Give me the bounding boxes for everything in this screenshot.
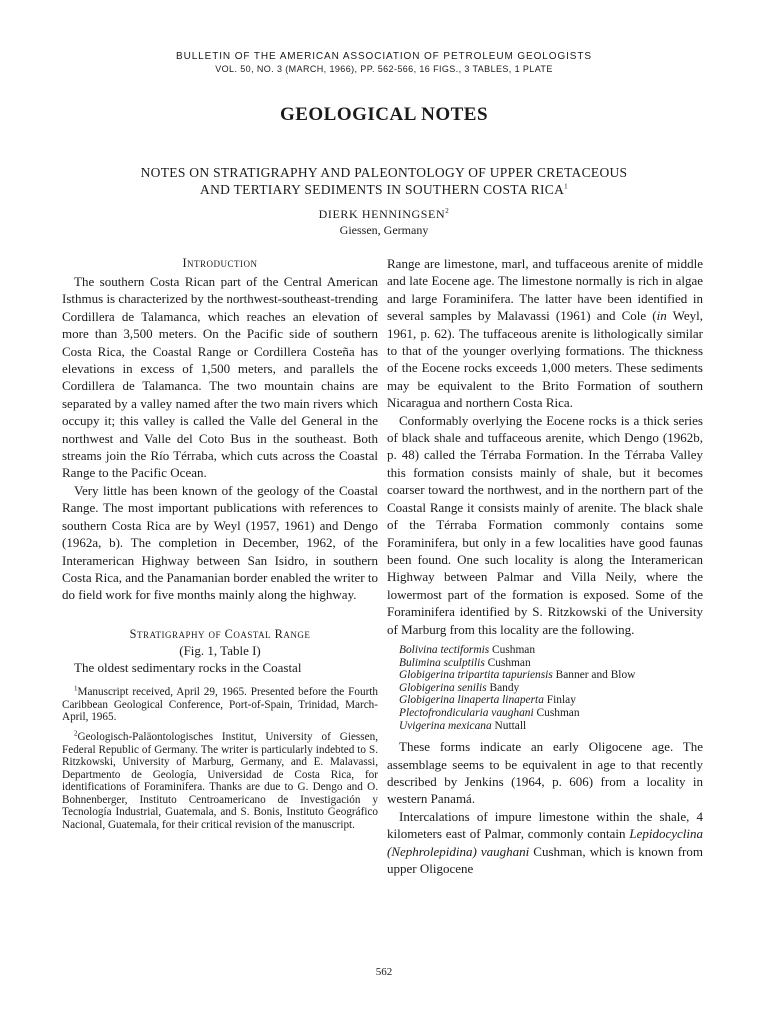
article-title-line-1: NOTES ON STRATIGRAPHY AND PALEONTOLOGY OF UPPER CRETACEOUS [140, 165, 628, 180]
introduction-heading: Introduction [182, 256, 258, 270]
title-footnote-mark: 1 [564, 182, 568, 191]
species-author: Cushman [536, 706, 580, 719]
species-author: Nuttall [494, 719, 527, 732]
journal-name: BULLETIN OF THE AMERICAN ASSOCIATION OF PETROLEUM GEOLOGISTS [176, 51, 592, 62]
species-item [399, 682, 703, 695]
footnote-2-mark: 2 [74, 729, 78, 738]
author-affiliation: Giessen, Germany [339, 223, 429, 237]
species-item [399, 644, 703, 657]
footnote-1-text: Manuscript received, April 29, 1965. Presented before the Fourth Caribbean Geological Conference, Port-of-Spain, Trinidad, March-April, 1965. [62, 686, 378, 724]
intro-paragraph-1: The southern Costa Rican part of the Central American Isthmus is characterized by the northwest-southeast-trending Cordillera de Talamanca, which reaches an elevation of more than 3,500 meters. On the Pacific side of southern Costa Rica, the Coastal Range or Cordillera Costeña has elevations in excess of 1,500 meters, and parallels the Cordillera de Talamanca. The two mountain chains are separated by a valley named after the two main rivers which occupy it; this valley is called the Valle del General in the northwest and Valle del Coto Bus in the southeast. Both streams join the Río Térraba, which cuts across the Coastal Range to the Pacific Ocean. [62, 274, 378, 481]
right-paragraph-2: Conformably overlying the Eocene rocks is a thick series of black shale and tuffaceous arenite, which Dengo (1962b, p. 48) called the Térraba Formation. In the Térraba Valley this formation consists mainly of shale, but it becomes coarser toward the northwest, and in the northern part of the Coastal Range it consists mainly of arenite. The black shale of the Térraba Formation commonly contains some Foraminifera, but only in a few localities have good faunas been found. One such locality is along the Interamerican Highway between Palmar and Villa Neily, where the lowermost part of the formation is exposed. Some of the Foraminifera identified by S. Ritzkowski of the University of Marburg from this locality are the following. [387, 412, 703, 637]
species-name: Bulimina sculptilis [399, 656, 485, 669]
stratigraphy-figure-reference: (Fig. 1, Table I) [179, 642, 261, 658]
footnotes [62, 686, 378, 832]
stratigraphy-paragraph-start: The oldest sedimentary rocks in the Coastal [74, 659, 302, 675]
species-item [399, 669, 703, 682]
volume-citation: VOL. 50, NO. 3 (MARCH, 1966), PP. 562-566, 16 FIGS., 3 TABLES, 1 PLATE [215, 64, 553, 74]
species-name: Globigerina tripartita tapuriensis [399, 669, 553, 682]
right-paragraph-1-end: Weyl, 1961, p. 62). The tuffaceous arenite is lithologically similar to that of the younger overlying formations. The thickness of the Eocene rocks exceeds 1,000 meters. These sediments may be equivalent to the Brito Formation of southern Nicaragua and northern Costa Rica. [387, 308, 703, 411]
species-name: Globigerina senilis [399, 681, 487, 694]
species-item [399, 694, 703, 707]
foraminifera-species-list [399, 644, 703, 732]
article-title-line-2 [0, 181, 768, 198]
species-author: Banner and Blow [555, 669, 636, 682]
species-author: Finlay [546, 694, 576, 707]
footnote-2 [62, 731, 378, 832]
footnote-2-text: Geologisch-Paläontologisches Institut, University of Giessen, Federal Republic of Germany. The writer is particularly indebted to S. Ritzkowski, University of Marburg, Germany, and E. Malavassi, Departmento de Geología, Universidad de Costa Rica, for identifications of Foraminifera. Thanks are due to G. Dengo and O. Bohnenberger, Instituto Centroamericano de Investigación y Tecnología Industrial, Guatemala, and S. Bonis, Instituto Geográfico Nacional, Guatemala, for their critical revision of the manuscript. [62, 730, 378, 832]
page-number: 562 [375, 966, 393, 978]
species-author: Cushman [492, 643, 536, 656]
author-name-text: DIERK HENNINGSEN [318, 207, 446, 221]
right-paragraph-4-text: Intercalations of impure limestone within the shale, 4 kilometers east of Palmar, commonly contain [387, 808, 703, 842]
species-name: Plectofrondicularia vaughani [399, 706, 534, 719]
species-name: Bolivina tectiformis [399, 643, 490, 656]
right-column [387, 255, 703, 877]
right-paragraph-3: These forms indicate an early Oligocene age. The assemblage seems to be equivalent in age to that recently described by Jenkins (1964, p. 606) from a locality in western Panamá. [387, 739, 703, 807]
right-paragraph-1 [387, 255, 703, 412]
footnote-1 [62, 686, 378, 724]
right-paragraph-1-italic: in [656, 308, 667, 324]
species-item [399, 720, 703, 733]
right-paragraph-4-genus: Lepidocyclina (Nephrolepidina) vaughani [387, 826, 703, 859]
left-column [62, 255, 378, 832]
footnote-1-mark: 1 [74, 684, 78, 693]
species-author: Bandy [489, 681, 520, 694]
right-paragraph-4-end: Cushman, which is known from upper Oligocene [387, 843, 703, 876]
species-name: Globigerina linaperta linaperta [399, 694, 544, 707]
section-title: GEOLOGICAL NOTES [279, 104, 489, 125]
right-paragraph-4 [387, 808, 703, 878]
species-item [399, 707, 703, 720]
species-author: Cushman [487, 656, 531, 669]
article-title [0, 164, 768, 198]
author-footnote-mark: 2 [445, 207, 450, 215]
author-name [0, 207, 768, 222]
species-item [399, 657, 703, 670]
intro-paragraph-2: Very little has been known of the geology of the Coastal Range. The most important publications with references to southern Costa Rica are by Weyl (1957, 1961) and Dengo (1962a, b). The completion in December, 1962, of the Interamerican Highway between San Isidro, in southern Costa Rica, and the Panamanian border enabled the writer to do field work for five months mainly along the highway. [62, 482, 378, 603]
running-head [0, 50, 768, 75]
stratigraphy-heading: Stratigraphy of Coastal Range [129, 626, 311, 641]
article-title-line-2-text: AND TERTIARY SEDIMENTS IN SOUTHERN COSTA RICA [200, 182, 565, 197]
right-paragraph-1-text: Range are limestone, marl, and tuffaceous arenite of middle and late Eocene age. The limestone normally is rich in algae and large Foraminifera. The latter have been identified in several samples by Malavassi (1961) and Cole ( [387, 256, 703, 324]
species-name: Uvigerina mexicana [399, 719, 492, 732]
